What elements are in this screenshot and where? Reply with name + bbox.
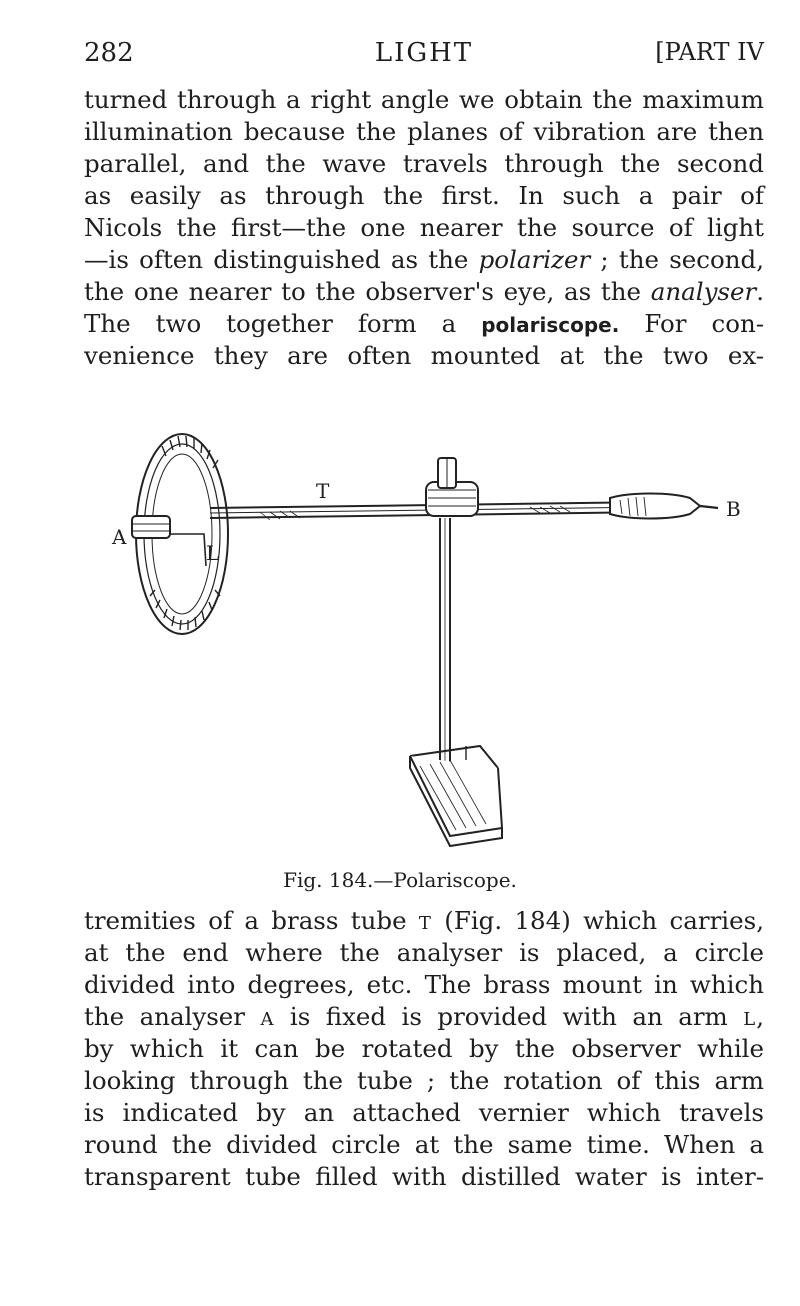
text-line: turned through a right angle we obtain the maximum (84, 85, 764, 114)
text-line: at the end where the analyser is placed, a circle (84, 938, 764, 967)
text-line: parallel, and the wave travels through the second (84, 149, 764, 178)
text-line: Nicols the first—the one nearer the source of light (84, 213, 764, 242)
text-line: as easily as through the first. In such a pair of (84, 181, 764, 210)
text-line: the one nearer to the observer's eye, as the analyser. (84, 277, 764, 306)
running-head (84, 38, 764, 78)
part-label: [PART IV (655, 38, 764, 66)
text-line: transparent tube filled with distilled water is inter- (84, 1162, 764, 1191)
label-t: T (316, 479, 330, 503)
text-line: looking through the tube ; the rotation of this arm (84, 1066, 764, 1095)
polariscope-figure (110, 416, 770, 876)
text-line: divided into degrees, etc. The brass mount in which (84, 970, 764, 999)
label-a: A (112, 525, 127, 549)
text-line: tremities of a brass tube T (Fig. 184) which carries, (84, 906, 764, 935)
text-line: by which it can be rotated by the observer while (84, 1034, 764, 1063)
figure-caption: Fig. 184.—Polariscope. (283, 868, 517, 892)
page-number: 282 (84, 38, 134, 68)
text-line: is indicated by an attached vernier which travels (84, 1098, 764, 1127)
running-title: LIGHT (374, 38, 474, 68)
text-line: —is often distinguished as the polarizer ; the second, (84, 245, 764, 274)
text-line: round the divided circle at the same time. When a (84, 1130, 764, 1159)
paragraph-top (84, 84, 764, 372)
polariscope-illustration (110, 416, 770, 876)
text-line: venience they are often mounted at the two ex- (84, 341, 764, 370)
text-line: illumination because the planes of vibration are then (84, 117, 764, 146)
text-line: The two together form a polariscope. For con- (84, 309, 764, 338)
paragraph-bottom (84, 905, 764, 1193)
label-l: L (206, 541, 220, 565)
label-b: B (726, 497, 741, 521)
text-line: the analyser A is fixed is provided with an arm L, (84, 1002, 764, 1031)
